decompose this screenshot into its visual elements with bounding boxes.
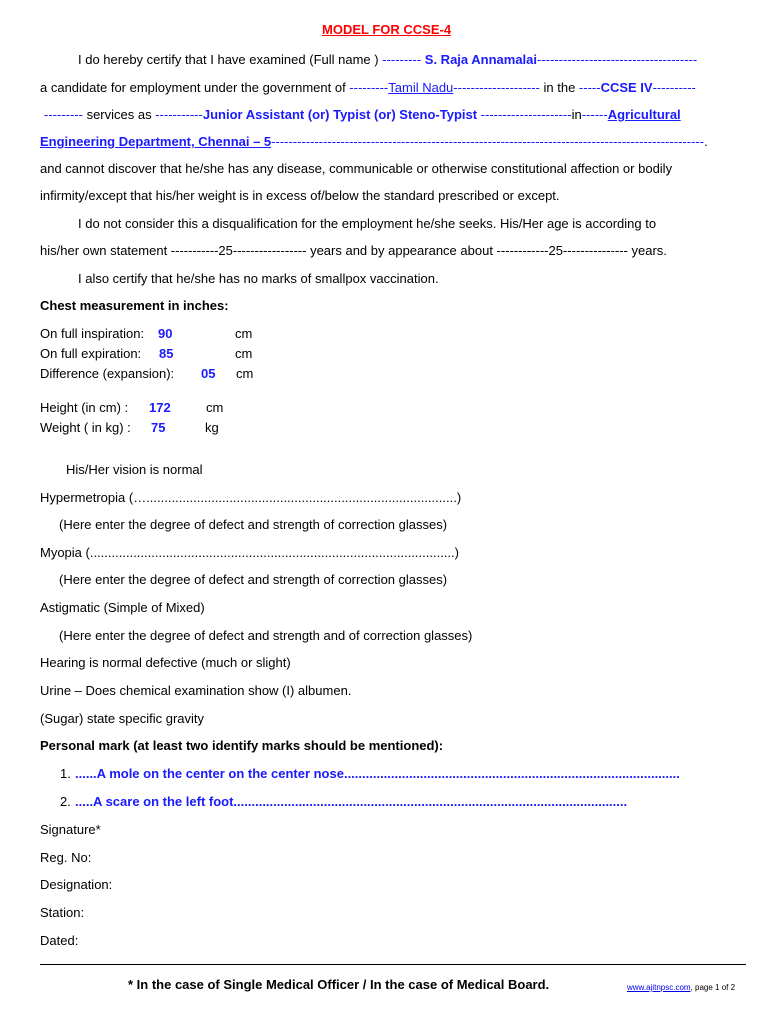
urine-line: Urine – Does chemical examination show (I) albumen. [40, 683, 352, 698]
reg-no-label: Reg. No: [40, 850, 92, 865]
dash-filler: ----- [578, 80, 601, 95]
height-label: Height (in cm) : [40, 400, 129, 415]
dash-filler: ----------- [155, 107, 203, 122]
dash-filler: --------- [44, 107, 83, 122]
candidate-name: S. Raja Annamalai [424, 52, 538, 67]
astigmatic-line: Astigmatic (Simple of Mixed) [40, 600, 205, 615]
cert-text: . [704, 134, 708, 149]
chest-unit: cm [236, 366, 254, 381]
cert-line-1 [78, 52, 697, 68]
station-label: Station: [40, 905, 85, 920]
cert-line-7: I do not consider this a disqualification for the employment he/she seeks. His/Her age is according to [78, 216, 657, 231]
footer-page-info [627, 980, 735, 996]
cert-line-4 [40, 134, 708, 150]
department-name: Agricultural [607, 107, 681, 122]
chest-label: Difference (expansion): [40, 366, 175, 381]
footer-divider [40, 964, 746, 965]
hypermetropia-note: (Here enter the degree of defect and strength of correction glasses) [59, 517, 448, 532]
hearing-line: Hearing is normal defective (much or slight) [40, 655, 291, 670]
dash-filler: --------- [378, 52, 425, 67]
cert-text: in the [539, 80, 579, 95]
cert-line-5: and cannot discover that he/she has any disease, communicable or otherwise constitutional affection or bodily [40, 161, 673, 176]
weight-label: Weight ( in kg) : [40, 420, 131, 435]
chest-row [40, 346, 141, 362]
dash-filler: --------------------- [477, 107, 572, 122]
mark-number: 2. [60, 794, 71, 809]
cert-text: I do hereby certify that I have examined (Full name ) [78, 52, 379, 67]
dash-filler: ------------------------------------- [537, 52, 698, 67]
chest-label: On full expiration: [40, 346, 142, 361]
cert-text: in [571, 107, 582, 122]
chest-value: 05 [201, 366, 216, 381]
chest-value: 85 [159, 346, 174, 361]
chest-row [40, 326, 144, 342]
dash-filler: --------- [345, 80, 389, 95]
dash-filler: ---------------------------------------------------------------------------------------------------- [271, 134, 705, 149]
cert-line-2 [40, 80, 696, 96]
astigmatic-note: (Here enter the degree of defect and strength and of correction glasses) [59, 628, 473, 643]
personal-mark-1: ......A mole on the center on the center nose............................................................................................. [75, 766, 680, 781]
cert-text: a candidate for employment under the government of [40, 80, 346, 95]
cert-line-3 [44, 107, 681, 123]
dash-filler: ------ [581, 107, 608, 122]
myopia-line: Myopia (.....................................................................................................) [40, 545, 459, 560]
weight-unit: kg [205, 420, 219, 435]
hypermetropia-line: Hypermetropia (…......................................................................................) [40, 490, 462, 505]
chest-row [40, 366, 174, 382]
cert-text: services as [82, 107, 156, 122]
height-unit: cm [206, 400, 224, 415]
chest-unit: cm [235, 346, 253, 361]
chest-value: 90 [158, 326, 173, 341]
designation-label: Designation: [40, 877, 113, 892]
chest-label: On full inspiration: [40, 326, 145, 341]
chest-heading: Chest measurement in inches: [40, 298, 229, 313]
state-name: Tamil Nadu [388, 80, 454, 95]
post-name: Junior Assistant (or) Typist (or) Steno-Typist [202, 107, 478, 122]
cert-line-6: infirmity/except that his/her weight is in excess of/below the standard prescribed or except. [40, 188, 560, 203]
chest-unit: cm [235, 326, 253, 341]
personal-mark-2: .....A scare on the left foot............................................................................................................. [75, 794, 628, 809]
page-number: , page 1 of 2 [690, 983, 736, 992]
signature-label: Signature* [40, 822, 101, 837]
personal-mark-heading: Personal mark (at least two identify marks should be mentioned): [40, 738, 444, 753]
vision-normal: His/Her vision is normal [66, 462, 203, 477]
page-title: MODEL FOR CCSE-4 [322, 22, 452, 37]
cert-line-9: I also certify that he/she has no marks of smallpox vaccination. [78, 271, 439, 286]
dated-label: Dated: [40, 933, 79, 948]
dash-filler: -------------------- [453, 80, 540, 95]
department-name: Engineering Department, Chennai – 5 [40, 134, 272, 149]
website-link[interactable]: www.ajitnpsc.com [627, 983, 691, 992]
exam-name: CCSE IV [600, 80, 653, 95]
sugar-line: (Sugar) state specific gravity [40, 711, 205, 726]
weight-value: 75 [151, 420, 166, 435]
mark-number: 1. [60, 766, 71, 781]
footer-note: * In the case of Single Medical Officer / In the case of Medical Board. [128, 977, 550, 992]
height-value: 172 [149, 400, 171, 415]
dash-filler: ---------- [652, 80, 696, 95]
myopia-note: (Here enter the degree of defect and strength of correction glasses) [59, 572, 448, 587]
cert-line-8: his/her own statement -----------25----------------- years and by appearance about ------------25--------------- years. [40, 243, 667, 258]
